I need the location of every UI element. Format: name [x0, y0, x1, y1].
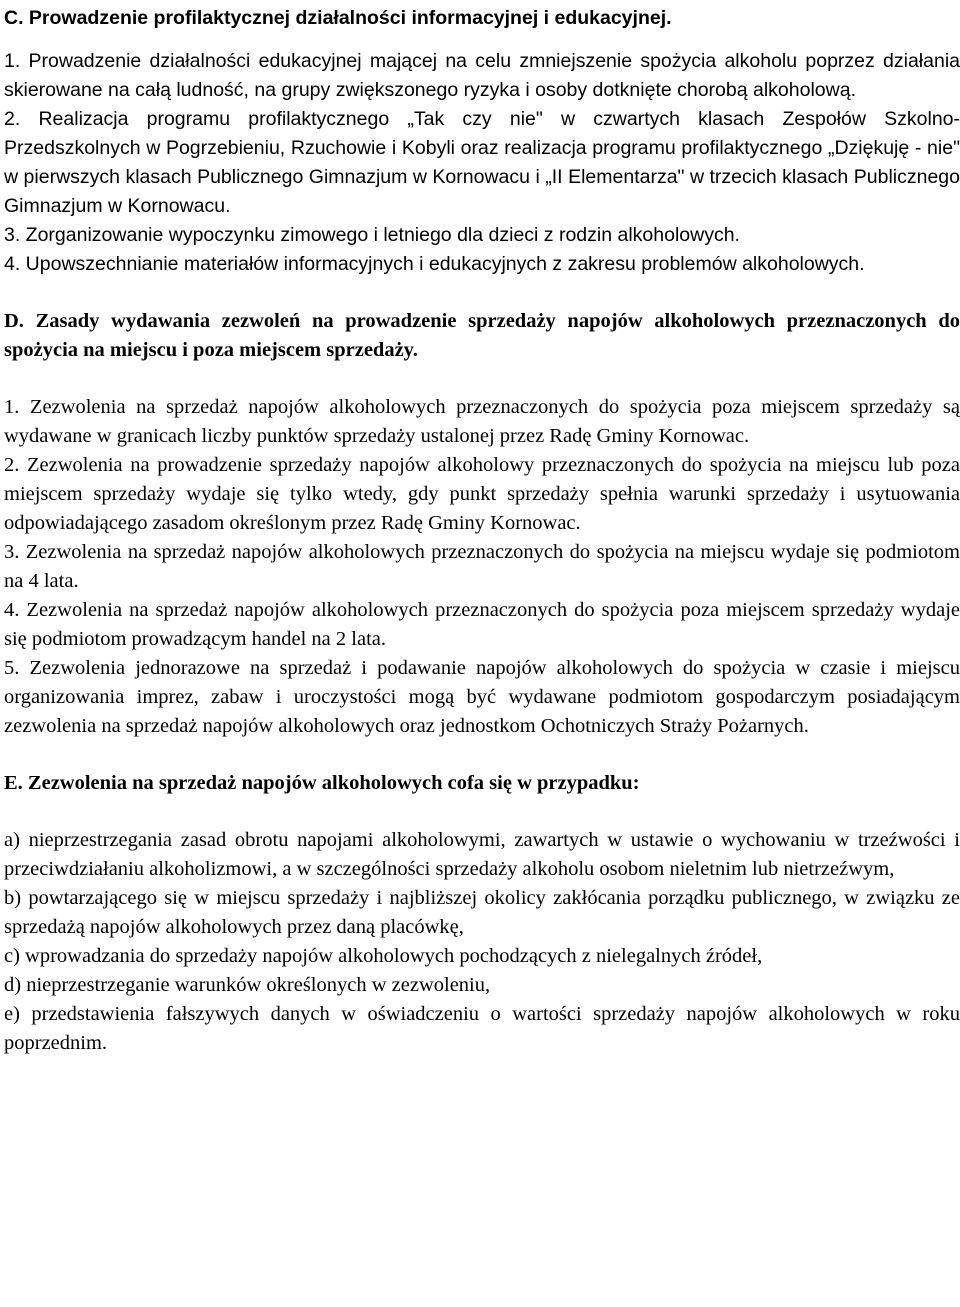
spacer	[4, 798, 960, 826]
section-e-item-e: e) przedstawienia fałszywych danych w oświadczeniu o wartości sprzedaży napojów alkoholowych w roku poprzednim.	[4, 1003, 960, 1054]
section-d-item-2: 2. Zezwolenia na prowadzenie sprzedaży napojów alkoholowy przeznaczonych do spożycia na miejscu lub poza miejscem sprzedaży wydaje się tylko wtedy, gdy punkt sprzedaży spełnia warunki sprzedaży i usytuowania odpowiadającego zasadom określonym przez Radę Gminy Kornowac.	[4, 454, 960, 534]
section-c-item-2: 2. Realizacja programu profilaktycznego „Tak czy nie" w czwartych klasach Zespołów Szkolno- Przedszkolnych w Pogrzebieniu, Rzuchowie i Kobyli oraz realizacja programu profilaktycznego „Dziękuję - nie" w pierwszych klasach Publicznego Gimnazjum w Kornowacu i „II Elementarza" w trzecich klasach Publicznego Gimnazjum w Kornowacu.	[4, 108, 960, 217]
section-e-heading: E. Zezwolenia na sprzedaż napojów alkoholowych cofa się w przypadku:	[4, 772, 640, 794]
section-d-item-1: 1. Zezwolenia na sprzedaż napojów alkoholowych przeznaczonych do spożycia poza miejscem sprzedaży są wydawane w granicach liczby punktów sprzedaży ustalonej przez Radę Gminy Kornowac.	[4, 396, 960, 447]
section-d-heading: D. Zasady wydawania zezwoleń na prowadzenie sprzedaży napojów alkoholowych przeznaczonych do spożycia na miejscu i poza miejscem sprzedaży.	[4, 310, 960, 361]
section-d-item-3: 3. Zezwolenia na sprzedaż napojów alkoholowych przeznaczonych do spożycia na miejscu wydaje się podmiotom na 4 lata.	[4, 541, 960, 592]
section-c-heading: C. Prowadzenie profilaktycznej działalności informacyjnej i edukacyjnej.	[4, 7, 672, 29]
document-page	[0, 4, 960, 1058]
section-d-item-4: 4. Zezwolenia na sprzedaż napojów alkoholowych przeznaczonych do spożycia poza miejscem sprzedaży wydaje się podmiotom prowadzącym handel na 2 lata.	[4, 599, 960, 650]
spacer	[4, 741, 960, 769]
section-e-item-a: a) nieprzestrzegania zasad obrotu napojami alkoholowymi, zawartych w ustawie o wychowaniu w trzeźwości i przeciwdziałaniu alkoholizmowi, a w szczególności sprzedaży alkoholu osobom nieletnim lub nietrzeźwym,	[4, 829, 960, 880]
section-c-item-1: 1. Prowadzenie działalności edukacyjnej mającej na celu zmniejszenie spożycia alkoholu poprzez działania skierowane na całą ludność, na grupy zwiększonego ryzyka i osoby dotknięte chorobą alkoholową.	[4, 50, 960, 101]
section-e-item-b: b) powtarzającego się w miejscu sprzedaży i najbliższej okolicy zakłócania porządku publicznego, w związku ze sprzedażą napojów alkoholowych przez daną placówkę,	[4, 887, 960, 938]
section-d-item-5: 5. Zezwolenia jednorazowe na sprzedaż i podawanie napojów alkoholowych do spożycia w czasie i miejscu organizowania imprez, zabaw i uroczystości mogą być wydawane podmiotom gospodarczym posiadającym zezwolenia na sprzedaż napojów alkoholowych oraz jednostkom Ochotniczych Straży Pożarnych.	[4, 657, 960, 737]
spacer	[4, 279, 960, 307]
spacer	[4, 33, 960, 47]
section-c-item-3: 3. Zorganizowanie wypoczynku zimowego i letniego dla dzieci z rodzin alkoholowych.	[4, 224, 740, 246]
section-e-item-c: c) wprowadzania do sprzedaży napojów alkoholowych pochodzących z nielegalnych źródeł,	[4, 945, 763, 967]
section-e-item-d: d) nieprzestrzeganie warunków określonych w zezwoleniu,	[4, 974, 491, 996]
spacer	[4, 365, 960, 393]
section-c-item-4: 4. Upowszechnianie materiałów informacyjnych i edukacyjnych z zakresu problemów alkoholowych.	[4, 253, 865, 275]
